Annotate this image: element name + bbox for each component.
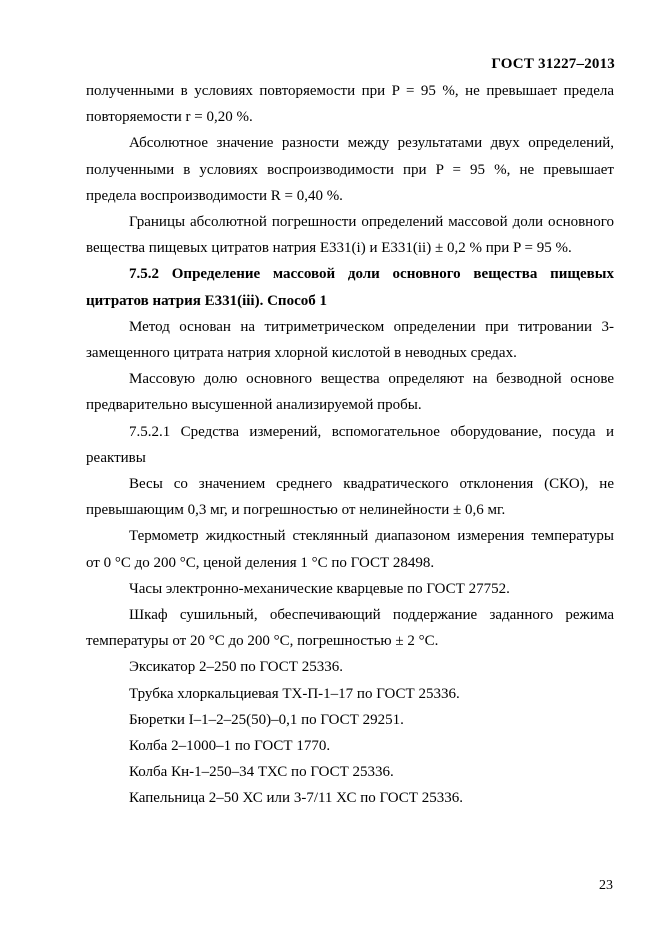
list-item: Эксикатор 2–250 по ГОСТ 25336. bbox=[129, 659, 343, 676]
paragraph-reproducibility: Абсолютное значение разности между результатами двух определений, полученными в условиях воспроизводимости при P = 95 %, не превышает предела воспроизводимости R = 0,40 %. bbox=[86, 135, 614, 204]
list-item: Капельница 2–50 ХС или 3-7/11 ХС по ГОСТ 25336. bbox=[129, 790, 463, 807]
paragraph-error-bounds: Границы абсолютной погрешности определений массовой доли основного вещества пищевых цитратов натрия E331(i) и E331(ii) ± 0,2 % при P = 95 %. bbox=[86, 214, 614, 257]
document-body bbox=[86, 78, 614, 812]
paragraph-method: Метод основан на титриметрическом определении при титровании 3-замещенного цитрата натрия хлорной кислотой в неводных средах. bbox=[86, 318, 614, 362]
paragraph-basis: Массовую долю основного вещества определяют на безводной основе предварительно высушенной анализируемой пробы. bbox=[86, 371, 614, 414]
page-number: 23 bbox=[599, 878, 613, 893]
subsection-heading-7-5-2-1: 7.5.2.1 Средства измерений, вспомогательное оборудование, посуда и реактивы bbox=[86, 423, 614, 466]
paragraph-clock: Часы электронно-механические кварцевые по ГОСТ 27752. bbox=[129, 580, 510, 597]
list-item: Колба Кн-1–250–34 ТХС по ГОСТ 25336. bbox=[129, 764, 394, 781]
section-heading-7-5-2: 7.5.2 Определение массовой доли основного вещества пищевых цитратов натрия E331(iii). Способ 1 bbox=[86, 266, 614, 309]
list-item: Трубка хлоркальциевая ТХ-П-1–17 по ГОСТ 25336. bbox=[129, 685, 460, 702]
paragraph-drying-cabinet: Шкаф сушильный, обеспечивающий поддержание заданного режима температуры от 20 °С до 200 °С, погрешностью ± 2 °С. bbox=[86, 607, 614, 650]
paragraph-scales: Весы со значением среднего квадратического отклонения (СКО), не превышающим 0,3 мг, и погрешностью от нелинейности ± 0,6 мг. bbox=[86, 476, 614, 519]
paragraph-repeatability: полученными в условиях повторяемости при P = 95 %, не превышает предела повторяемости r = 0,20 %. bbox=[86, 83, 614, 126]
standard-header: ГОСТ 31227–2013 bbox=[491, 56, 615, 72]
list-item: Колба 2–1000–1 по ГОСТ 1770. bbox=[129, 738, 331, 755]
list-item: Бюретки I–1–2–25(50)–0,1 по ГОСТ 29251. bbox=[129, 711, 404, 728]
paragraph-thermometer: Термометр жидкостный стеклянный диапазоном измерения температуры от 0 °С до 200 °С, ценой деления 1 °С по ГОСТ 28498. bbox=[86, 528, 614, 571]
